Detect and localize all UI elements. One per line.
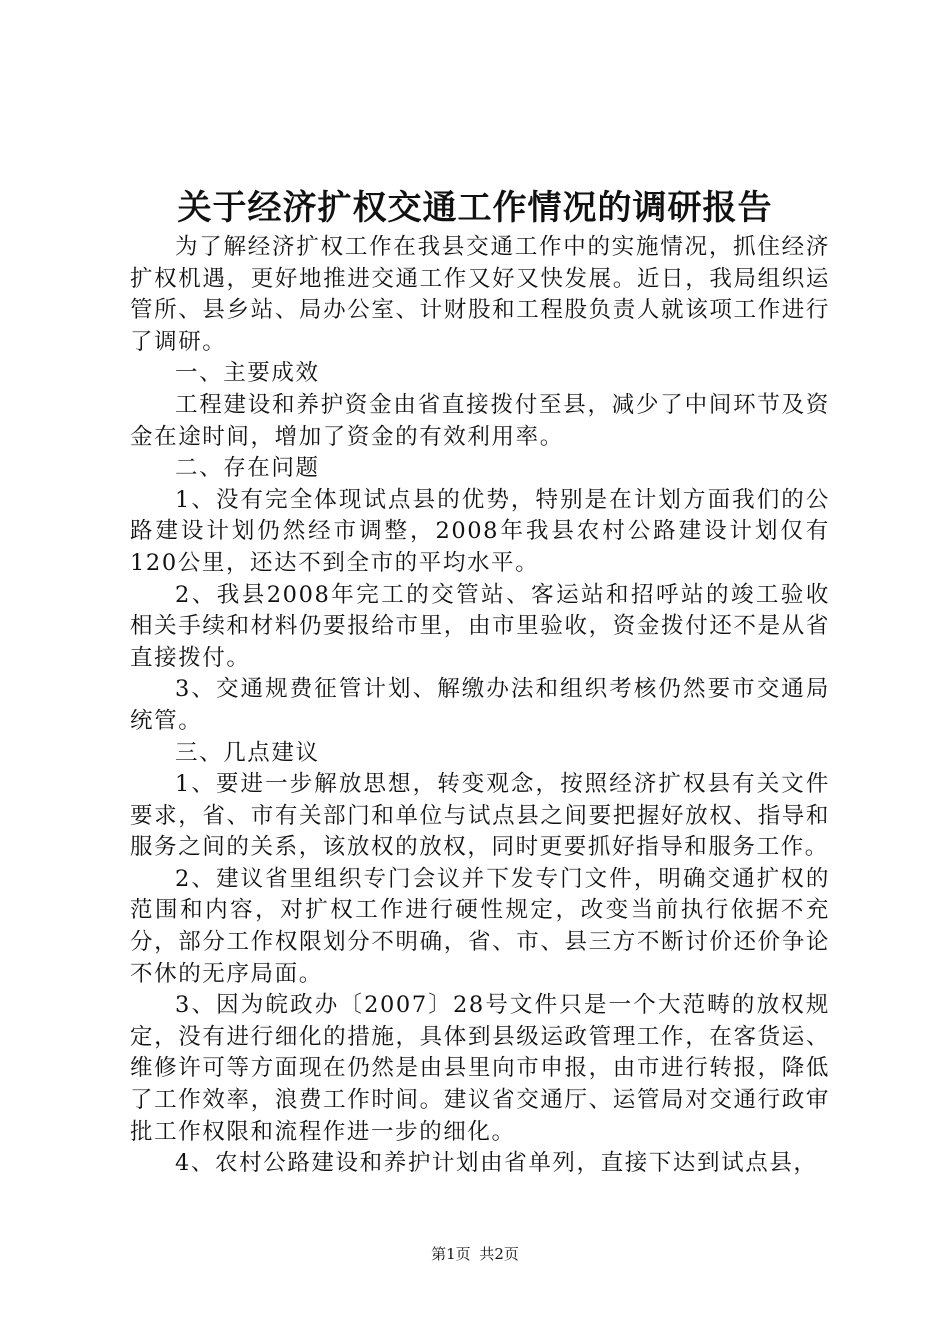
suggestion-item-1: 1、要进一步解放思想，转变观念，按照经济扩权县有关文件要求，省、市有关部门和单位与试点县之间要把握好放权、指导和服务之间的关系，该放权的放权，同时更要抓好指导和服务工作。 — [130, 771, 830, 861]
page-total: 共2页 — [479, 1245, 519, 1263]
page-number: 第1页 — [431, 1245, 471, 1263]
intro-paragraph: 为了解经济扩权工作在我县交通工作中的实施情况，抓住经济扩权机遇，更好地推进交通工作又好又快发展。近日，我局组织运管所、县乡站、局办公室、计财股和工程股负责人就该项工作进行了调研。 — [130, 234, 830, 355]
document-body — [130, 232, 830, 1180]
section-heading-achievements: 一、主要成效 — [175, 360, 320, 387]
suggestion-item-4: 4、农村公路建设和养护计划由省单列，直接下达到试点县， — [175, 1150, 818, 1177]
problem-item-3: 3、交通规费征管计划、解缴办法和组织考核仍然要市交通局统管。 — [130, 676, 830, 734]
problem-item-2: 2、我县2008年完工的交管站、客运站和招呼站的竣工验收相关手续和材料仍要报给市里，由市里验收，资金拨付还不是从省直接拨付。 — [130, 581, 830, 671]
problem-item-1: 1、没有完全体现试点县的优势，特别是在计划方面我们的公路建设计划仍然经市调整，2008年我县农村公路建设计划仅有120公里，还达不到全市的平均水平。 — [130, 486, 830, 576]
section-heading-suggestions: 三、几点建议 — [175, 739, 320, 766]
document-title: 关于经济扩权交通工作情况的调研报告 — [177, 188, 773, 228]
page-footer — [0, 1244, 950, 1264]
suggestion-item-2: 2、建议省里组织专门会议并下发专门文件，明确交通扩权的范围和内容，对扩权工作进行硬性规定，改变当前执行依据不充分，部分工作权限划分不明确，省、市、县三方不断讨价还价争论不休的无序局面。 — [130, 865, 830, 987]
section-heading-problems: 二、存在问题 — [175, 455, 320, 482]
achievements-paragraph: 工程建设和养护资金由省直接拨付至县，减少了中间环节及资金在途时间，增加了资金的有效利用率。 — [130, 391, 830, 450]
suggestion-item-3: 3、因为皖政办〔2007〕28号文件只是一个大范畴的放权规定，没有进行细化的措施，具体到县级运政管理工作，在客货运、维修许可等方面现在仍然是由县里向市申报，由市进行转报，降低了工作效率，浪费工作时间。建议省交通厅、运管局对交通行政审批工作权限和流程作进一步的细化。 — [130, 992, 830, 1145]
